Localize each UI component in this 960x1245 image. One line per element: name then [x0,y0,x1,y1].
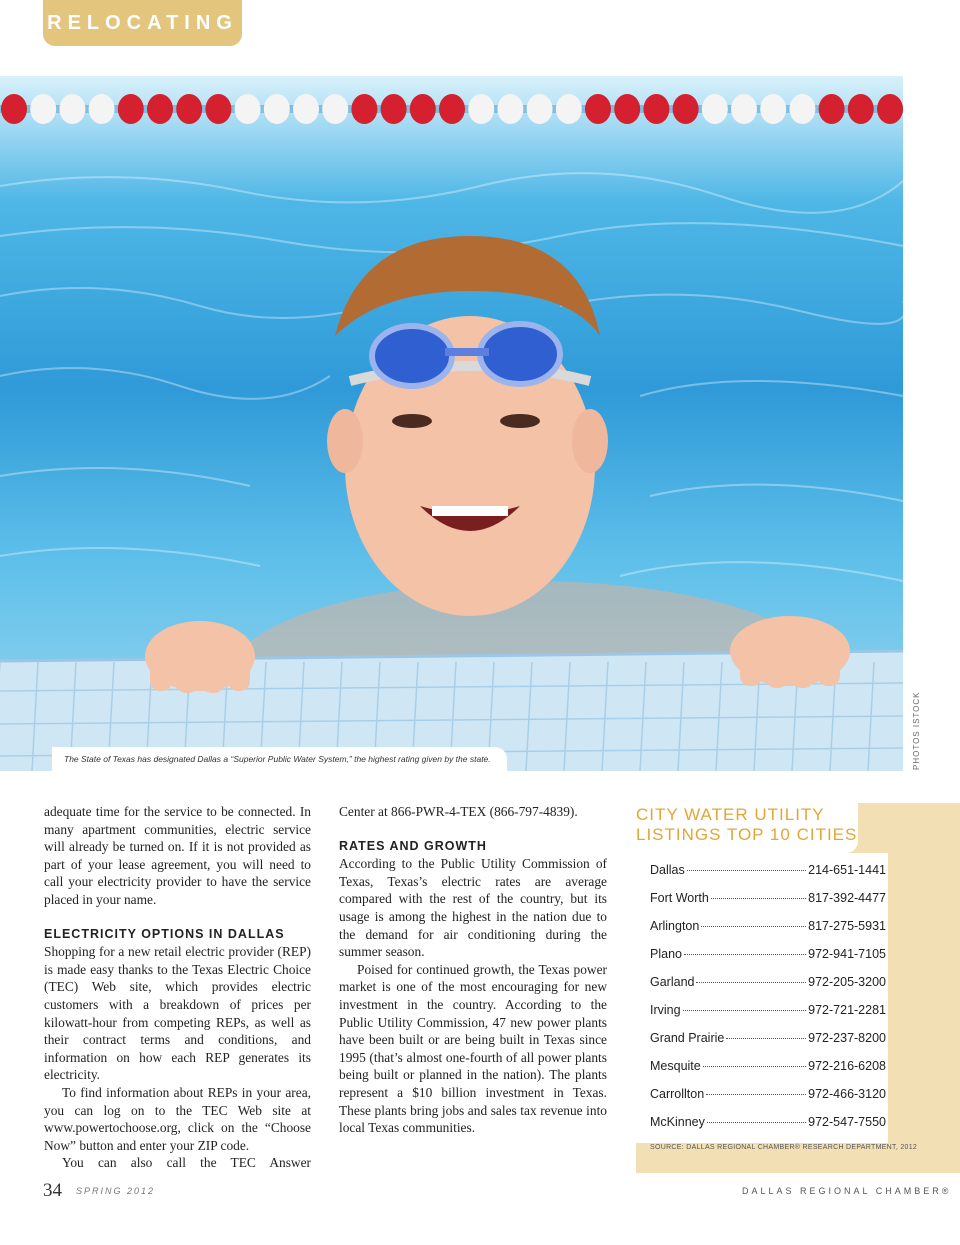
leader-dots [683,1010,807,1011]
sidebar-title-line-1: CITY WATER UTILITY [636,805,825,824]
photo-credit: PHOTOS ISTOCK [912,691,921,770]
sidebar-source: SOURCE: DALLAS REGIONAL CHAMBER® RESEARCH DEPARTMENT, 2012 [650,1144,918,1151]
rope-float [497,94,523,124]
article-column-2 [339,803,607,1137]
city-name: Arlington [650,919,700,933]
rope-float [673,94,699,124]
paragraph: To find information about REPs in your area, you can log on to the TEC Web site at www.powertochoose.org, click on the “Choose Now” button and enter your ZIP code. [44,1084,311,1153]
rope-float [760,94,786,124]
leader-dots [711,898,806,899]
rope-float [702,94,728,124]
leader-dots [684,954,806,955]
article-column-1 [44,803,311,1172]
rope-float [205,94,231,124]
listing-row [650,863,886,883]
listing-row [650,1115,886,1135]
rope-float [118,94,144,124]
rope-float [614,94,640,124]
page-number: 34 [43,1180,62,1201]
rope-float [264,94,290,124]
section-heading-electricity: ELECTRICITY OPTIONS IN DALLAS [44,926,285,941]
city-name: Irving [650,1003,681,1017]
rope-float [643,94,669,124]
leader-dots [706,1094,806,1095]
photo-caption: The State of Texas has designated Dallas a “Superior Public Water System,” the highest rating given by the state. [52,747,507,771]
rope-float [468,94,494,124]
leader-dots [687,870,806,871]
issue-label: SPRING 2012 [76,1186,156,1196]
section-tab-label: RELOCATING [47,11,238,34]
section-heading-rates: RATES AND GROWTH [339,838,487,853]
rope-float [556,94,582,124]
rope-float [235,94,261,124]
paragraph: You can also call the TEC Answer [62,1155,311,1171]
city-name: Plano [650,947,682,961]
phone-number: 972-721-2281 [808,1003,886,1017]
rope-float [410,94,436,124]
rope-float [1,94,27,124]
rope-float [59,94,85,124]
city-name: Fort Worth [650,891,709,905]
phone-number: 817-392-4477 [808,891,886,905]
phone-number: 972-466-3120 [808,1087,886,1101]
phone-number: 972-547-7550 [808,1115,886,1129]
rope-float [731,94,757,124]
rope-float [322,94,348,124]
paragraph: Shopping for a new retail electric provider (REP) is made easy thanks to the Texas Electric Choice (TEC) Web site, which provides electric customers with a breakdown of prices per kilowatt-hour from competing REPs, as well as their contract terms and conditions, and information on how each REP generates its electricity. [44,944,311,1083]
rope-float [819,94,845,124]
city-name: McKinney [650,1115,705,1129]
phone-number: 972-216-6208 [808,1059,886,1073]
listing-row [650,1059,886,1079]
paragraph: adequate time for the service to be connected. In many apartment communities, electric service will already be turned on. If it is not provided as part of your lease agreement, you will need to call your electricity provider to have the service placed in your name. [44,804,311,907]
leader-dots [701,926,806,927]
paragraph: Center at 866-PWR-4-TEX (866-797-4839). [339,804,578,819]
phone-number: 972-237-8200 [808,1031,886,1045]
paragraph: According to the Public Utility Commission of Texas, Texas’s electric rates are average compared with the rest of the country, but its usage is among the highest in the nation due to the demand for air conditioning during the summer season. [339,856,607,960]
listing-row [650,891,886,911]
rope-float [351,94,377,124]
listing-row [650,975,886,995]
leader-dots [703,1066,806,1067]
leader-dots [726,1038,806,1039]
rope-float [293,94,319,124]
rope-float [89,94,115,124]
phone-number: 972-941-7105 [808,947,886,961]
listing-row [650,1003,886,1023]
leader-dots [707,1122,806,1123]
rope-float [176,94,202,124]
listing-row [650,947,886,967]
phone-number: 817-275-5931 [808,919,886,933]
rope-float [789,94,815,124]
pool-illustration [0,76,903,771]
phone-number: 972-205-3200 [808,975,886,989]
rope-float [585,94,611,124]
listing-row [650,1087,886,1107]
rope-float [848,94,874,124]
phone-number: 214-651-1441 [808,863,886,877]
city-name: Garland [650,975,695,989]
city-name: Dallas [650,863,685,877]
rope-float [877,94,903,124]
sidebar-title-line-2: LISTINGS TOP 10 CITIES [636,825,858,844]
magazine-name: DALLAS REGIONAL CHAMBER® [742,1186,952,1196]
hero-photo [0,76,903,771]
listing-row [650,919,886,939]
rope-float [439,94,465,124]
rope-float [381,94,407,124]
rope-float [147,94,173,124]
city-listing [636,853,888,1143]
rope-float [30,94,56,124]
section-tab [43,0,242,46]
sidebar-header [636,803,858,853]
rope-float [527,94,553,124]
water-utility-sidebar [636,803,960,1173]
listing-row [650,1031,886,1051]
sidebar-title [636,805,857,845]
city-name: Mesquite [650,1059,701,1073]
city-name: Carrollton [650,1087,705,1101]
leader-dots [696,982,806,983]
paragraph: Poised for continued growth, the Texas power market is one of the most encouraging for new investment in the country. According to the Public Utility Commission, 47 new power plants have been built or are being built in Texas since 1995 (that’s almost one-fourth of all power plants being built or planned in the nation). The plants represent a $10 billion investment in Texas. These plants bring jobs and sales tax revenue into local Texas communities. [339,961,607,1136]
city-name: Grand Prairie [650,1031,725,1045]
